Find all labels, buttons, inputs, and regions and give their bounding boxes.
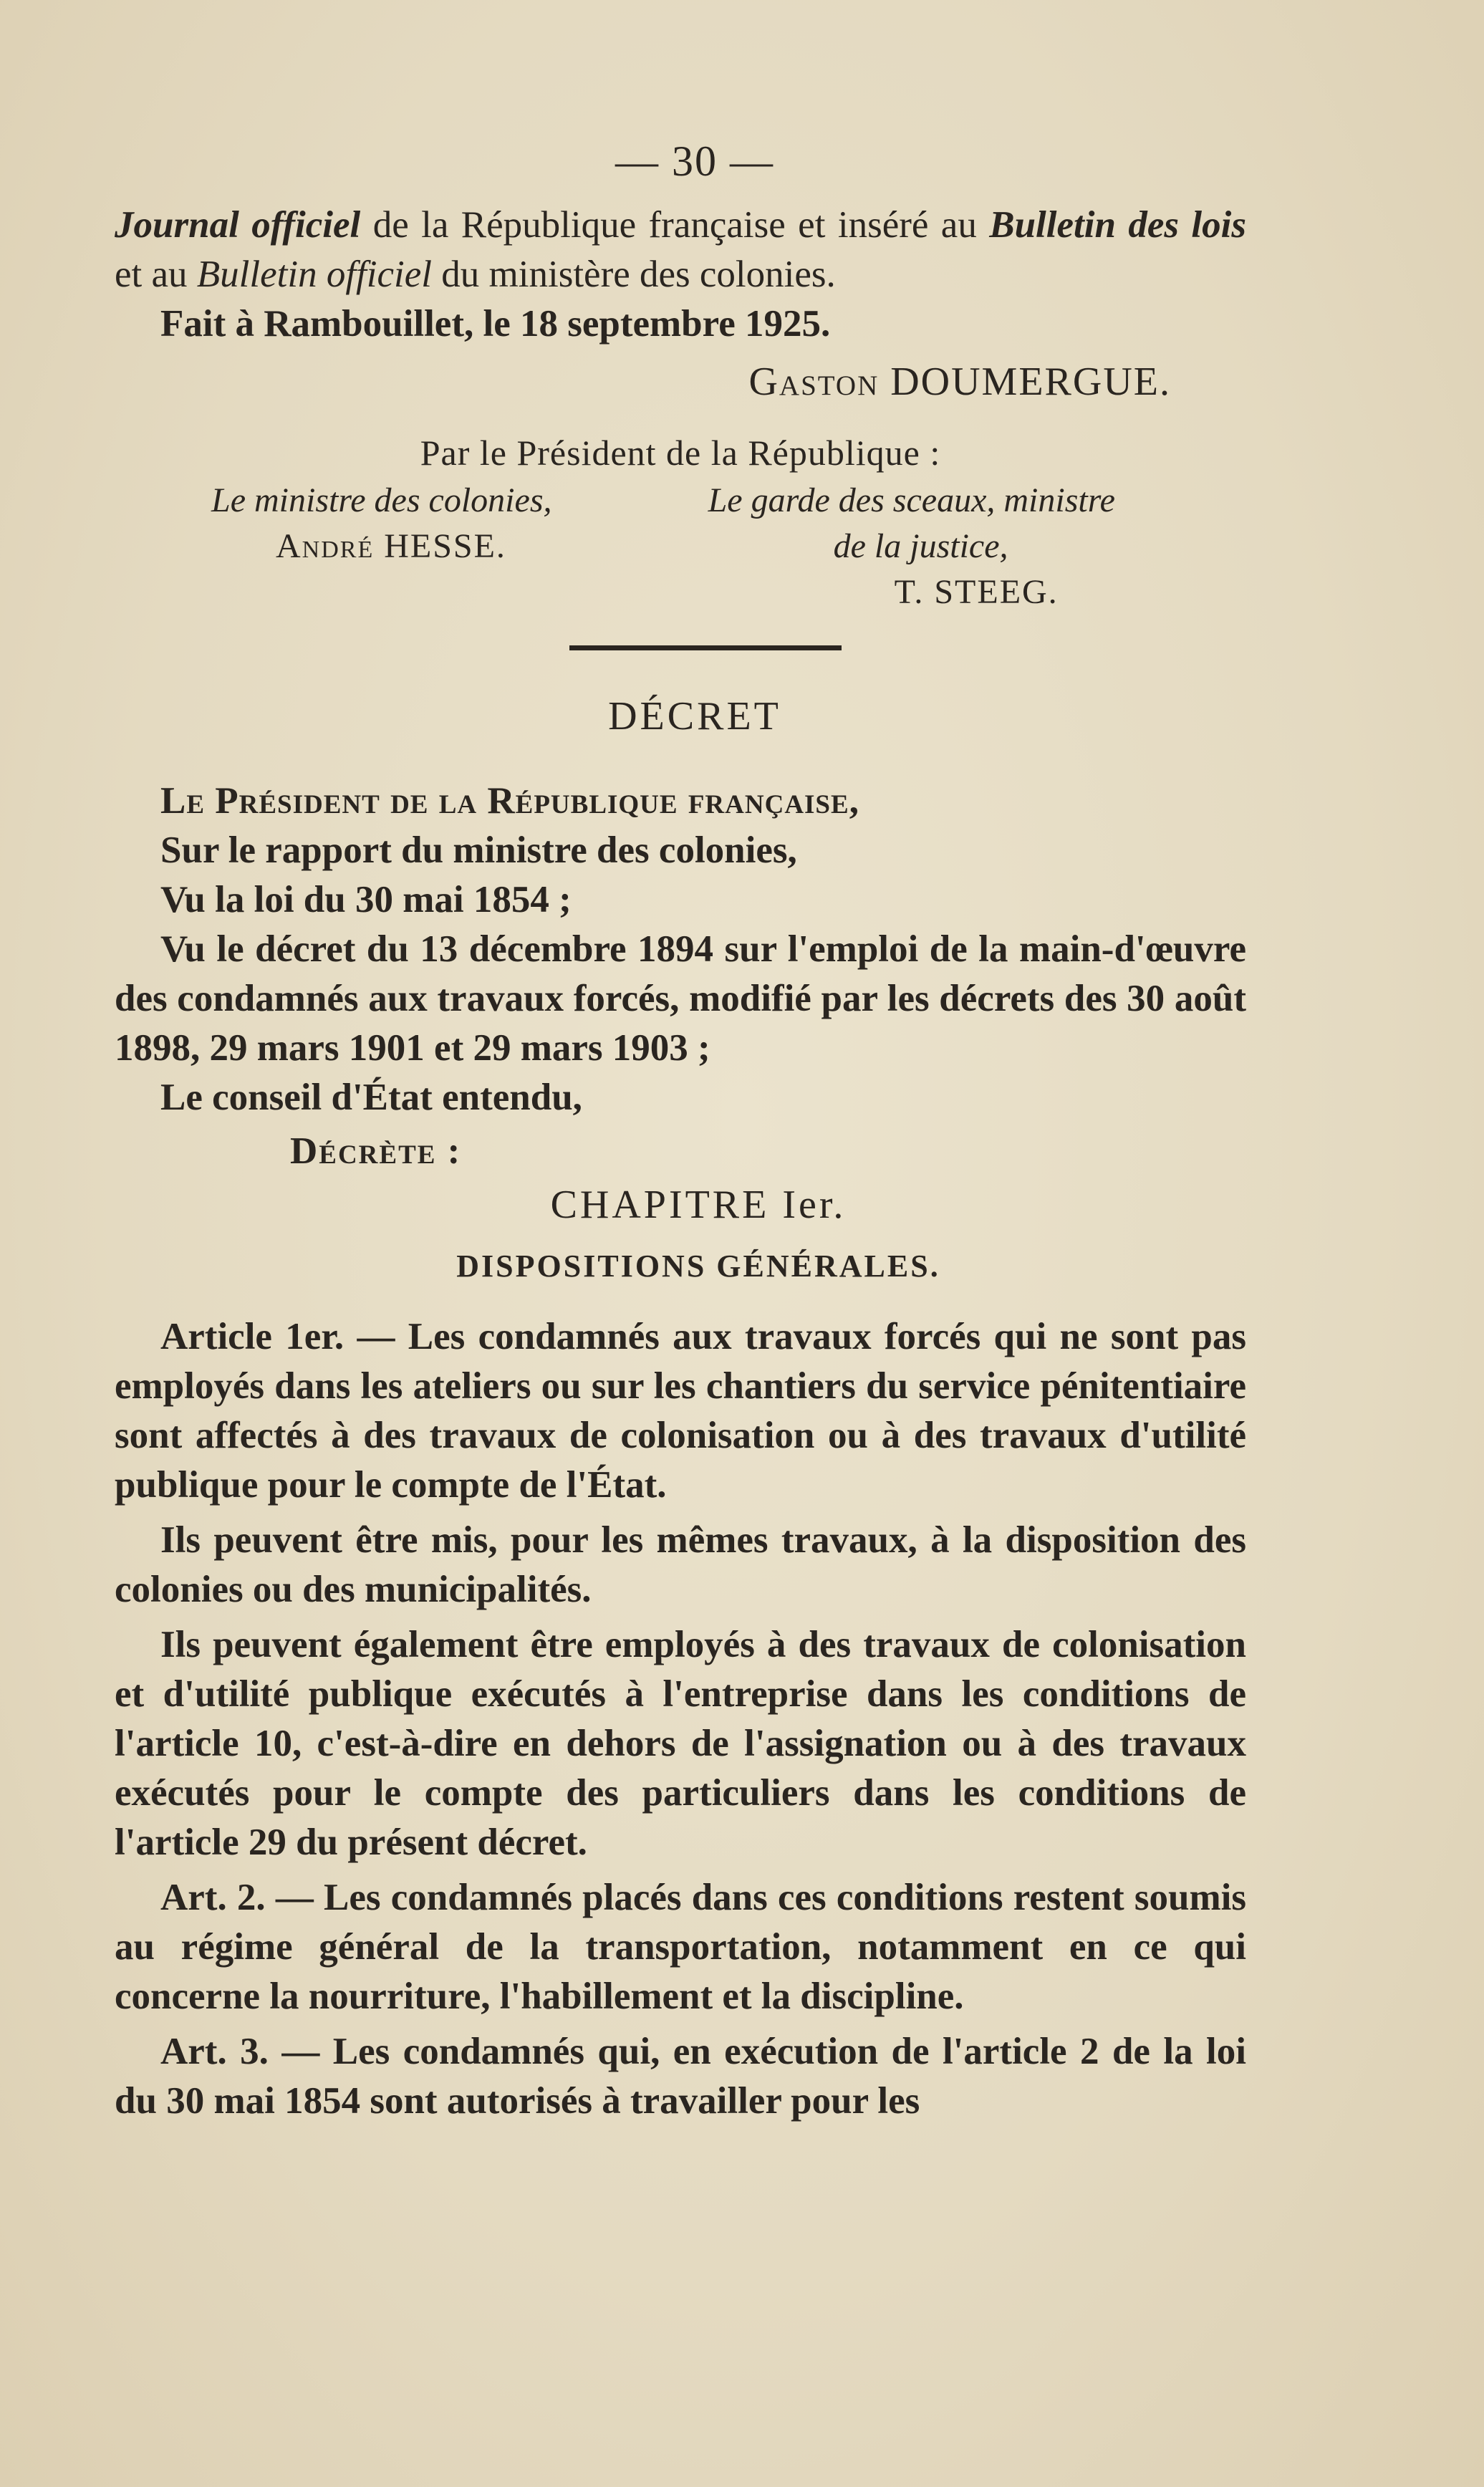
preamble-vu-decret: Vu le décret du 13 décembre 1894 sur l'emploi de la main-d'œuvre des condamnés aux travaux forcés, modifié par les décrets des 30 août 1898, 29 mars 1901 et 29 mars 1903 ;: [115, 928, 1246, 1069]
bulletin-des-lois-text: Bulletin des lois: [989, 204, 1247, 246]
article-2-text: — Les condamnés placés dans ces conditions restent soumis au régime général de la transportation, notamment en ce qui concerne la nourriture, l'habillement et la discipline.: [115, 1877, 1246, 2017]
chapitre-heading: CHAPITRE Ier.: [550, 1183, 847, 1227]
article-1-paragraph-3: Ils peuvent également être employés à des travaux de colonisation et d'utilité publique exécutés à l'entreprise dans les conditions de l'article 10, c'est-à-dire en dehors de l'assignation ou à des travaux exécutés pour le compte des particuliers dans les conditions de l'article 29 du présent décret.: [115, 1624, 1246, 1863]
decret-title: DÉCRET: [608, 694, 781, 739]
article-1: [115, 1312, 1246, 1510]
signature-right: [708, 478, 1246, 615]
article-1-paragraph-2: Ils peuvent être mis, pour les mêmes travaux, à la disposition des colonies ou des municipalités.: [115, 1519, 1246, 1610]
signatures-block: [115, 478, 1246, 615]
signature-left-name: André HESSE.: [276, 527, 506, 565]
signature-left-title: Le ministre des colonies,: [211, 481, 552, 519]
signatory-name: Gaston DOUMERGUE.: [748, 360, 1171, 404]
signature-left: [115, 478, 708, 615]
article-3: [115, 2027, 1246, 2126]
signature-right-name: T. STEEG.: [894, 573, 1059, 611]
signature-right-subtitle: de la justice,: [833, 527, 1008, 565]
dispositions-heading: DISPOSITIONS GÉNÉRALES.: [456, 1249, 940, 1284]
article-3-text: — Les condamnés qui, en exécution de l'article 2 de la loi du 30 mai 1854 sont autorisés à travailler pour les: [115, 2031, 1246, 2122]
intro-text-2: et au: [115, 254, 197, 295]
preamble-president: Le Président de la République française,: [160, 780, 859, 822]
par-le-president-line: Par le Président de la République :: [420, 433, 941, 473]
article-3-label: Art. 3.: [160, 2031, 269, 2072]
intro-text-1: de la République française et inséré au: [360, 204, 990, 246]
preamble-rapport: Sur le rapport du ministre des colonies,: [160, 829, 797, 871]
signature-right-title: Le garde des sceaux, ministre: [708, 481, 1115, 519]
journal-officiel-text: Journal officiel: [115, 204, 361, 246]
intro-paragraph: [115, 201, 1246, 299]
fait-a-line: Fait à Rambouillet, le 18 septembre 1925.: [160, 303, 831, 345]
preamble-vu-loi: Vu la loi du 30 mai 1854 ;: [160, 879, 572, 920]
page-number: — 30 —: [615, 138, 774, 185]
article-2-label: Art. 2.: [160, 1877, 266, 1918]
preamble-conseil: Le conseil d'État entendu,: [160, 1077, 582, 1118]
article-1-text: — Les condamnés aux travaux forcés qui ne sont pas employés dans les ateliers ou sur les chantiers du service pénitentiaire sont affectés à des travaux de colonisation ou à des travaux d'utilité publique pour le compte de l'État.: [115, 1316, 1246, 1506]
intro-text-3: du ministère des colonies.: [432, 254, 836, 295]
article-1-label: Article 1er.: [160, 1316, 344, 1357]
separator-rule: [569, 645, 842, 650]
article-2: [115, 1873, 1246, 2021]
decrete-line: Décrète :: [290, 1130, 462, 1172]
bulletin-officiel-text: Bulletin officiel: [196, 254, 433, 295]
document-page: [115, 122, 1246, 2126]
articles-section: [115, 1312, 1246, 2126]
